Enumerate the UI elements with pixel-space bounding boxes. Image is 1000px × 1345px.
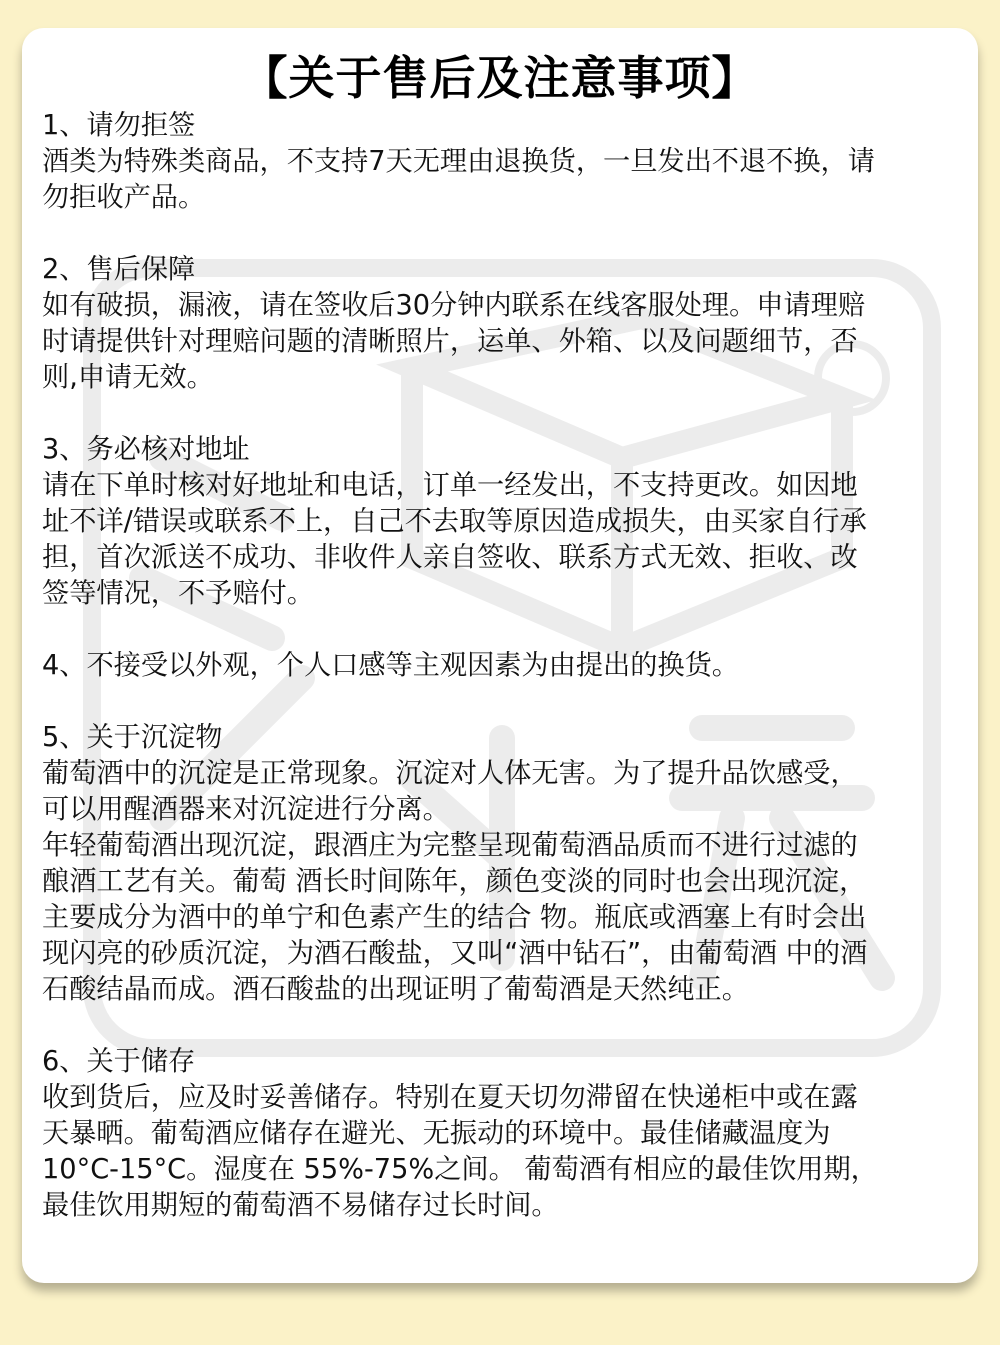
- section-body: [42, 1080, 962, 1224]
- text-line: 勿拒收产品。: [42, 182, 206, 213]
- text-line: 葡萄酒中的沉淀是正常现象。沉淀对人体无害。为了提升品饮感受，: [42, 758, 858, 789]
- notice-content: [42, 108, 962, 1260]
- text-line: 收到货后，应及时妥善储存。特别在夏天切勿滞留在快递柜中或在露: [42, 1082, 858, 1113]
- section-sediment: [42, 720, 962, 1008]
- section-heading: 6、关于储存: [42, 1046, 196, 1077]
- text-line: 现闪亮的砂质沉淀，为酒石酸盐，又叫“酒中钻石”，由葡萄酒 中的酒: [42, 938, 868, 969]
- section-body: [42, 756, 962, 1008]
- text-line: 请在下单时核对好地址和电话，订单一经发出，不支持更改。如因地: [42, 470, 858, 501]
- section-heading: 5、关于沉淀物: [42, 722, 223, 753]
- text-line: 年轻葡萄酒出现沉淀，跟酒庄为完整呈现葡萄酒品质而不进行过滤的: [42, 830, 858, 861]
- section-address-check: [42, 432, 962, 612]
- notice-card: [22, 28, 978, 1283]
- text-line: 签等情况，不予赔付。: [42, 578, 314, 609]
- text-line: 天暴晒。葡萄酒应储存在避光、无振动的环境中。最佳储藏温度为: [42, 1118, 831, 1149]
- text-line: 10°C-15°C。湿度在 55%-75%之间。 葡萄酒有相应的最佳饮用期，: [42, 1154, 878, 1185]
- section-after-sales: [42, 252, 962, 396]
- section-heading: 3、务必核对地址: [42, 434, 250, 465]
- section-no-subjective-exchange: [42, 648, 962, 684]
- section-body: [42, 288, 962, 396]
- section-heading: 1、请勿拒签: [42, 110, 196, 141]
- text-line: 担，首次派送不成功、非收件人亲自签收、联系方式无效、拒收、改: [42, 542, 858, 573]
- text-line: 可以用醒酒器来对沉淀进行分离。: [42, 794, 450, 825]
- text-line: 酒类为特殊类商品，不支持7天无理由退换货，一旦发出不退不换，请: [42, 146, 875, 177]
- page-title: 【关于售后及注意事项】: [241, 51, 759, 105]
- section-heading: 4、不接受以外观，个人口感等主观因素为由提出的换货。: [42, 650, 739, 681]
- section-no-refusal: [42, 108, 962, 216]
- text-line: 则,申请无效。: [42, 362, 214, 393]
- section-heading: 2、售后保障: [42, 254, 196, 285]
- section-storage: [42, 1044, 962, 1224]
- section-body: [42, 468, 962, 612]
- text-line: 主要成分为酒中的单宁和色素产生的结合 物。瓶底或酒塞上有时会出: [42, 902, 867, 933]
- text-line: 石酸结晶而成。酒石酸盐的出现证明了葡萄酒是天然纯正。: [42, 974, 749, 1005]
- text-line: 址不详/错误或联系不上，自己不去取等原因造成损失，由买家自行承: [42, 506, 867, 537]
- text-line: 酿酒工艺有关。葡萄 酒长时间陈年，颜色变淡的同时也会出现沉淀，: [42, 866, 867, 897]
- section-body: [42, 144, 962, 216]
- text-line: 时请提供针对理赔问题的清晰照片，运单、外箱、以及问题细节，否: [42, 326, 858, 357]
- text-line: 如有破损，漏液，请在签收后30分钟内联系在线客服处理。申请理赔: [42, 290, 866, 321]
- text-line: 最佳饮用期短的葡萄酒不易储存过长时间。: [42, 1190, 559, 1221]
